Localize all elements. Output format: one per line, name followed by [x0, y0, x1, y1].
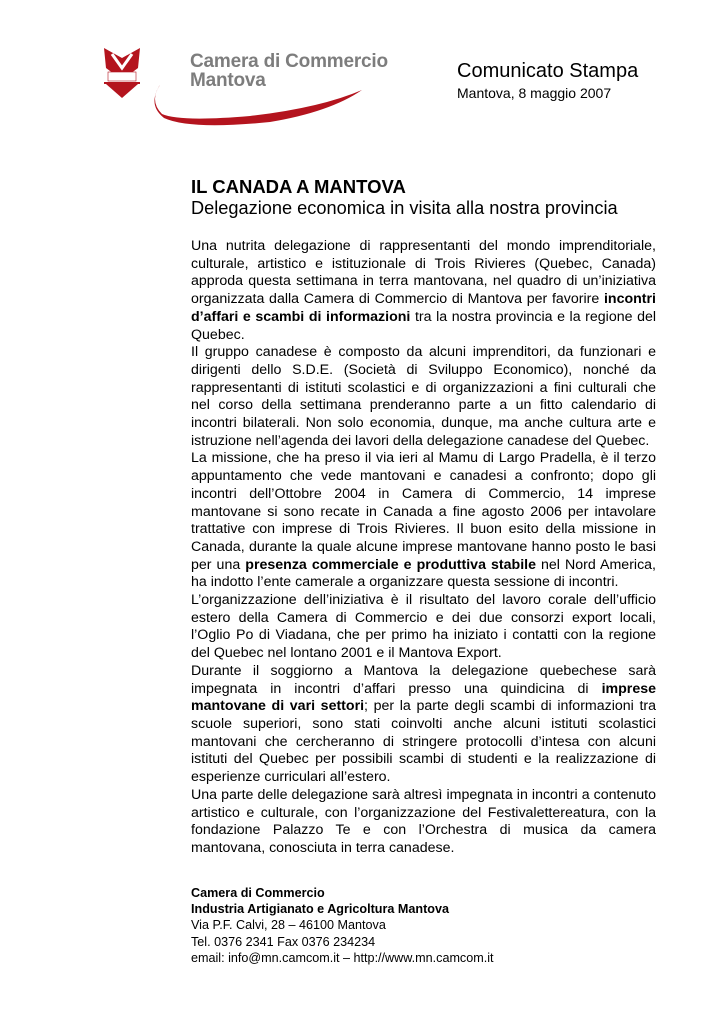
bold-phrase: imprese mantovane di vari settori — [191, 680, 656, 715]
logo-wordmark — [190, 52, 388, 90]
body-paragraph — [191, 344, 656, 450]
paragraph-text: ; per la parte degli scambi di informazioni tra scuole superiori, sono stati coinvolti anche alcuni istituti scolastici mantovani che cercheranno di stringere protocolli d’intesa con alcuni istituti del Quebec per possibili scambi di studenti e la realizzazione di esperienze curriculari all’estero. — [191, 698, 656, 786]
bold-phrase: incontri d’affari e scambi di informazioni — [191, 291, 656, 325]
footer-org-name: Camera di Commercio — [191, 886, 325, 900]
footer-org-full-name: Industria Artigianato e Agricoltura Mantova — [191, 902, 449, 917]
paragraph-text: Una nutrita delegazione di rappresentanti del mondo imprenditoriale, culturale, artistico e istituzionale di Trois Rivieres (Quebec, Canada) approda questa settimana in terra mantovana, nel quadro di un’iniziativa organizzata dalla Camera di Commercio di Mantova per favorire — [191, 238, 656, 308]
paragraph-text: Una parte delle delegazione sarà altresì impegnata in incontri a contenuto artistico e culturale, con l’organizzazione del Festivalettereatura, con la fondazione Palazzo Te e con l’Orchestra di musica da camera mantovana, conosciuta in terra canadese. — [191, 786, 656, 856]
document-date: Mantova, 8 maggio 2007 — [457, 85, 612, 101]
camera-commercio-logo — [100, 38, 388, 128]
footer-address: Via P.F. Calvi, 28 – 46100 Mantova — [191, 918, 386, 933]
paragraph-text: tra la nostra provincia e la regione del Quebec. — [191, 308, 656, 343]
footer-phone-fax: Tel. 0376 2341 Fax 0376 234234 — [191, 934, 376, 949]
press-release-body — [191, 238, 656, 858]
bold-phrase: presenza commerciale e produttiva stabile — [245, 556, 536, 573]
body-paragraph — [191, 787, 656, 858]
body-paragraph — [191, 450, 656, 592]
paragraph-text: La missione, che ha preso il via ieri al Mamu di Largo Pradella, è il terzo appuntamento che vede mantovani e canadesi a confronto; dopo gli incontri dell’Ottobre 2004 in Camera di Commercio, 14 imprese mantovane si sono recate in Canada a fine agosto 2006 per intavolare trattative con imprese di Trois Rivieres. Il buon esito della missione in Canada, durante la quale alcune imprese mantovane hanno posto le basi per una — [191, 450, 656, 573]
page-subtitle: Delegazione economica in visita alla nostra provincia — [191, 198, 618, 218]
document-type: Comunicato Stampa — [457, 60, 639, 82]
footer-email-web: email: info@mn.camcom.it – http://www.mn.camcom.it — [191, 950, 494, 965]
header-info — [457, 60, 638, 102]
paragraph-text: L’organizzazione dell’iniziativa è il risultato del lavoro corale dell’ufficio estero della Camera di Commercio e dei due consorzi export locali, l’Oglio Po di Viadana, che per primo ha iniziato i contatti con la regione del Quebec nel lontano 2001 e il Mantova Export. — [191, 592, 656, 662]
footer-contact — [191, 885, 494, 966]
paragraph-text: Durante il soggiorno a Mantova la delegazione quebechese sarà impegnata in incontri d’affari presso una quindicina di — [191, 662, 656, 697]
body-paragraph — [191, 663, 656, 787]
paragraph-text: nel Nord America, ha indotto l’ente camerale a organizzare questa sessione di incontri. — [191, 556, 657, 591]
body-paragraph — [191, 592, 656, 663]
logo-line-1: Camera di Commercio — [190, 51, 388, 72]
page-title: IL CANADA A MANTOVA — [191, 176, 406, 197]
logo-line-2: Mantova — [190, 70, 266, 91]
paragraph-text: Il gruppo canadese è composto da alcuni imprenditori, da funzionari e dirigenti dello S.D.E. (Società di Sviluppo Economico), nonché da rappresentanti di istituti scolastici e di organizzazioni a fini culturali che nel corso della settimana prenderanno parte a un fitto calendario di incontri bilaterali. Non solo economia, dunque, ma anche cultura arte e istruzione nell’agenda dei lavori della delegazione canadese del Quebec. — [191, 344, 656, 449]
body-paragraph — [191, 238, 656, 344]
